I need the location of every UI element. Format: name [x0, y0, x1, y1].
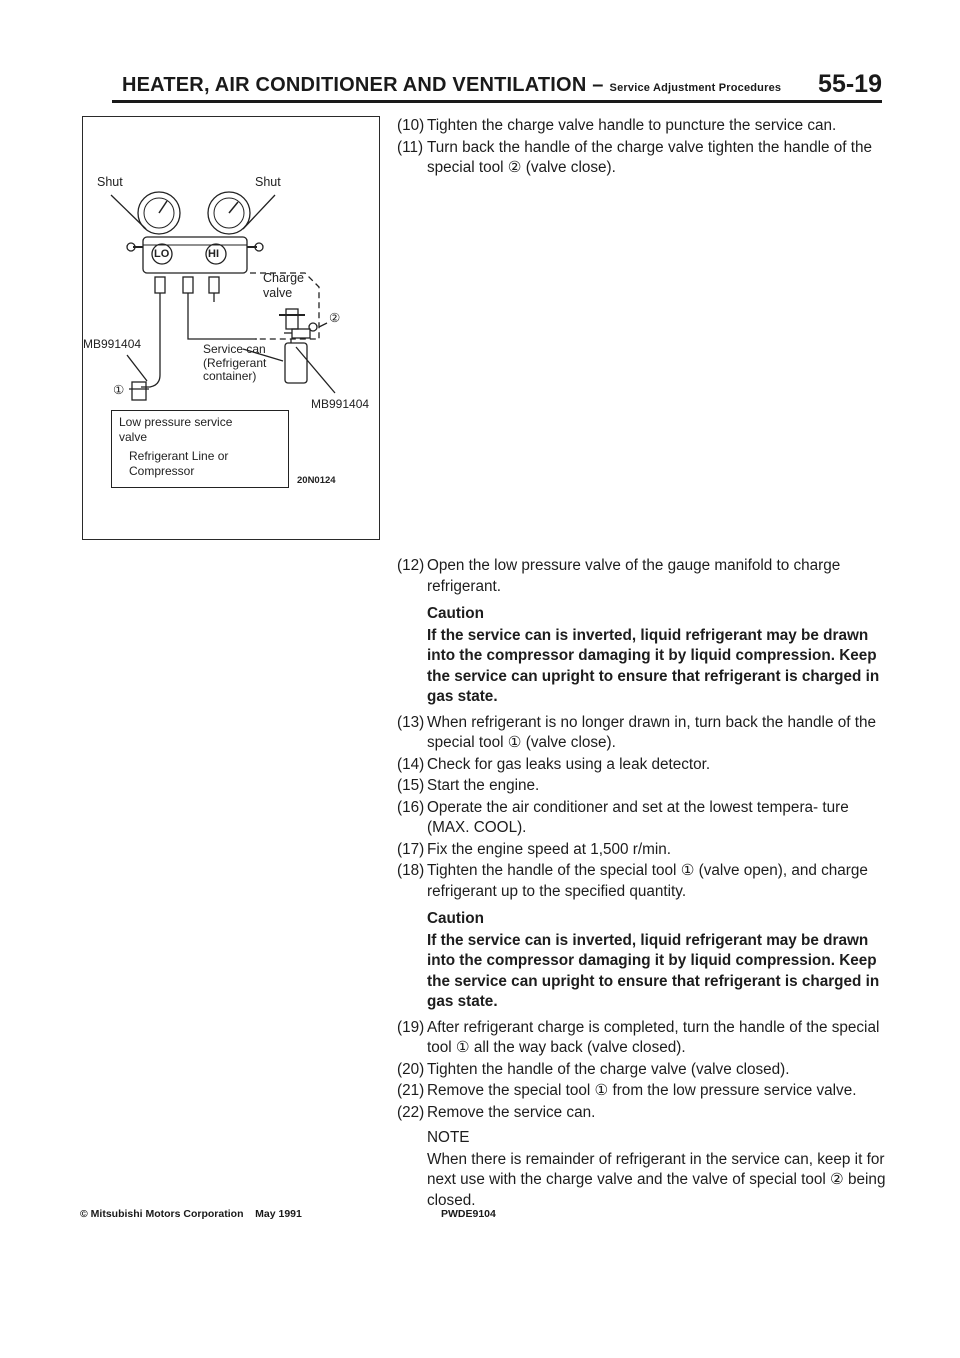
lo-label: LO — [154, 248, 170, 260]
step-17: (17) Fix the engine speed at 1,500 r/min. — [397, 840, 672, 858]
step-14: (14) Check for gas leaks using a leak detector. — [397, 755, 711, 773]
step-22: (22) Remove the service can. — [397, 1103, 596, 1121]
step-11: (11) Turn back the handle of the charge valve tighten the handle of the special tool ② (valve close). — [397, 138, 873, 176]
figure-code: 20N0124 — [297, 475, 336, 486]
shut-left-label: Shut — [97, 175, 123, 189]
step-16: (16) Operate the air conditioner and set at the lowest tempera- ture (MAX. COOL). — [397, 798, 849, 836]
low-pressure-valve-label: Low pressure service valve — [119, 415, 233, 444]
footer-copyright: © Mitsubishi Motors Corporation May 1991 — [80, 1208, 302, 1220]
callout-2: ② — [329, 311, 341, 325]
step-10: (10) Tighten the charge valve handle to puncture the service can. — [397, 117, 837, 134]
step-19: (19) After refrigerant charge is completed, turn the handle of the special tool ① all the way back (valve closed). — [397, 1018, 880, 1056]
step-15: (15) Start the engine. — [397, 777, 540, 794]
hi-label: HI — [208, 248, 219, 260]
service-can-icon — [285, 343, 307, 383]
caution-2: Caution If the service can is inverted, liquid refrigerant may be drawn into the compressor damaging it by liquid compression. Keep the service can upright to ensure that refrigerant is charged in gas state. — [427, 910, 880, 1010]
header-rule — [112, 100, 882, 103]
step-21: (21) Remove the special tool ① from the low pressure service valve. — [397, 1082, 857, 1099]
note: NOTE When there is remainder of refrigerant in the service can, keep it for next use with the charge valve and the valve of special tool ② being closed. — [427, 1129, 886, 1209]
service-can-label: Service can (Refrigerant container) — [203, 342, 267, 383]
section-title: HEATER, AIR CONDITIONER AND VENTILATION – Service Adjustment Procedures — [122, 74, 782, 96]
tool-left-label: MB991404 — [83, 337, 142, 351]
valve-location-box — [111, 410, 289, 488]
step-12: (12) Open the low pressure valve of the gauge manifold to charge refrigerant. — [397, 557, 841, 595]
page-header — [112, 70, 882, 100]
page-number: 55-19 — [818, 70, 882, 98]
refrigerant-line-label: Refrigerant Line or Compressor — [129, 449, 229, 478]
steps-top — [397, 116, 887, 180]
step-20: (20) Tighten the handle of the charge valve (valve closed). — [397, 1060, 790, 1078]
step-13: (13) When refrigerant is no longer drawn in, turn back the handle of the special tool ① (valve close). — [397, 713, 876, 751]
steps-main — [397, 556, 887, 1211]
shut-right-label: Shut — [255, 175, 281, 189]
step-18: (18) Tighten the handle of the special tool ① (valve open), and charge refrigerant up to the specified quantity. — [397, 862, 868, 900]
footer-code: PWDE9104 — [441, 1208, 496, 1220]
section-subtitle: Service Adjustment Procedures — [609, 82, 782, 94]
charge-valve-label: Charge valve — [263, 271, 304, 300]
callout-1: ① — [113, 383, 125, 397]
caution-1: Caution If the service can is inverted, liquid refrigerant may be drawn into the compressor damaging it by liquid compression. Keep the service can upright to ensure that refrigerant is charged in gas state. — [427, 605, 880, 705]
tool-right-label: MB991404 — [311, 397, 370, 411]
charging-diagram — [82, 116, 380, 540]
